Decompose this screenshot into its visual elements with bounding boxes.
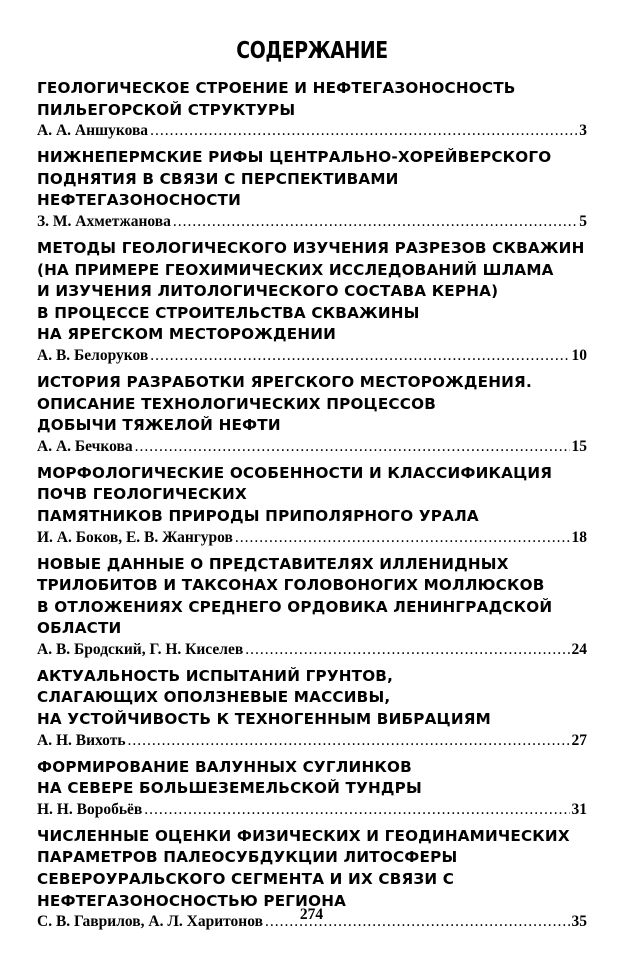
toc-entry-title-line: ФОРМИРОВАНИЕ ВАЛУННЫХ СУГЛИНКОВ <box>37 757 412 776</box>
toc-entry-title <box>37 757 587 800</box>
toc-entry-author-row <box>37 346 587 366</box>
toc-dot-leader <box>245 640 569 660</box>
toc-entry-authors: А. В. Белоруков <box>37 346 149 364</box>
toc-entry-authors: З. М. Ахметжанова <box>37 212 171 230</box>
toc-entry-author-row <box>37 731 587 751</box>
toc-entry-title-line: ПАРАМЕТРОВ ПАЛЕОСУБДУКЦИИ ЛИТОСФЕРЫ <box>37 848 458 867</box>
toc-entry-authors: А. Н. Вихоть <box>37 731 126 749</box>
toc-entry-authors: А. А. Аншукова <box>37 122 149 140</box>
toc-entry-title-line: ПОДНЯТИЯ В СВЯЗИ С ПЕРСПЕКТИВАМИ <box>37 169 399 188</box>
toc-entry <box>37 78 587 141</box>
toc-entry-title <box>37 238 587 346</box>
toc-entry-page: 27 <box>571 731 587 749</box>
toc-entry-authors: Н. Н. Воробьёв <box>37 800 143 818</box>
toc-entry-authors: А. А. Бечкова <box>37 437 133 455</box>
toc-entry <box>37 238 587 366</box>
toc-dot-leader <box>128 731 570 751</box>
toc-dot-leader <box>173 212 577 232</box>
toc-entry-author-row <box>37 437 587 457</box>
toc-entry-title <box>37 666 587 731</box>
toc-entry-page: 3 <box>579 122 587 140</box>
toc-dot-leader <box>150 346 569 366</box>
toc-entry-title-line: НА СЕВЕРЕ БОЛЬШЕЗЕМЕЛЬСКОЙ ТУНДРЫ <box>37 779 422 798</box>
toc-entry-title-line: НА ЯРЕГСКОМ МЕСТОРОЖДЕНИИ <box>37 325 337 344</box>
toc-list <box>37 78 587 932</box>
toc-entry-author-row <box>37 212 587 232</box>
toc-entry-title-line: ПАМЯТНИКОВ ПРИРОДЫ ПРИПОЛЯРНОГО УРАЛА <box>37 506 479 525</box>
toc-entry <box>37 372 587 457</box>
toc-page <box>37 36 587 938</box>
toc-entry-title-line: СЕВЕРОУРАЛЬСКОГО СЕГМЕНТА И ИХ СВЯЗИ С <box>37 870 455 889</box>
toc-entry-title-line: ОБЛАСТИ <box>37 619 122 638</box>
toc-entry-authors: А. В. Бродский, Г. Н. Киселев <box>37 640 244 658</box>
toc-entry-title-line: НЕФТЕГАЗОНОСНОСТИ <box>37 191 242 210</box>
toc-entry-title-line: СЛАГАЮЩИХ ОПОЛЗНЕВЫЕ МАССИВЫ, <box>37 688 391 707</box>
toc-entry-title-line: НОВЫЕ ДАННЫЕ О ПРЕДСТАВИТЕЛЯХ ИЛЛЕНИДНЫХ <box>37 554 509 573</box>
toc-entry <box>37 463 587 548</box>
toc-entry-page: 5 <box>579 212 587 230</box>
toc-entry-title-line: АКТУАЛЬНОСТЬ ИСПЫТАНИЙ ГРУНТОВ, <box>37 666 394 685</box>
toc-entry-page: 35 <box>571 913 587 931</box>
toc-entry-title <box>37 147 587 212</box>
toc-entry-title-line: ПОЧВ ГЕОЛОГИЧЕСКИХ <box>37 485 247 504</box>
toc-entry-title <box>37 463 587 528</box>
toc-entry <box>37 666 587 751</box>
toc-entry <box>37 147 587 232</box>
toc-entry-author-row <box>37 800 587 820</box>
toc-entry-title-line: НЕФТЕГАЗОНОСНОСТЬЮ РЕГИОНА <box>37 891 347 910</box>
toc-entry-title-line: (НА ПРИМЕРЕ ГЕОХИМИЧЕСКИХ ИССЛЕДОВАНИЙ ШЛАМА <box>37 260 554 279</box>
toc-entry-title-line: ГЕОЛОГИЧЕСКОЕ СТРОЕНИЕ И НЕФТЕГАЗОНОСНОСТЬ <box>37 79 516 97</box>
toc-entry-title-line: ПИЛЬЕГОРСКОЙ СТРУКТУРЫ <box>37 100 296 119</box>
toc-entry-page: 10 <box>571 346 587 364</box>
toc-entry-title <box>37 372 587 437</box>
toc-entry-title-line: ТРИЛОБИТОВ И ТАКСОНАХ ГОЛОВОНОГИХ МОЛЛЮСКОВ <box>37 576 545 595</box>
toc-dot-leader <box>144 800 569 820</box>
toc-entry-title-line: В ОТЛОЖЕНИЯХ СРЕДНЕГО ОРДОВИКА ЛЕНИНГРАДСКОЙ <box>37 597 553 616</box>
toc-entry-title <box>37 554 587 640</box>
toc-entry-page: 15 <box>571 437 587 455</box>
toc-entry-title-line: МОРФОЛОГИЧЕСКИЕ ОСОБЕННОСТИ И КЛАССИФИКАЦИЯ <box>37 463 553 482</box>
toc-entry-title-line: НА УСТОЙЧИВОСТЬ К ТЕХНОГЕННЫМ ВИБРАЦИЯМ <box>37 710 491 729</box>
toc-entry-page: 24 <box>571 640 587 658</box>
toc-entry-title-line: МЕТОДЫ ГЕОЛОГИЧЕСКОГО ИЗУЧЕНИЯ РАЗРЕЗОВ СКВАЖИН <box>37 238 585 257</box>
toc-entry-authors: С. В. Гаврилов, А. Л. Харитонов <box>37 913 263 931</box>
toc-entry-page: 31 <box>571 800 587 818</box>
page-number: 274 <box>299 906 324 923</box>
toc-entry-title-line: ДОБЫЧИ ТЯЖЕЛОЙ НЕФТИ <box>37 416 281 435</box>
toc-dot-leader <box>235 528 570 548</box>
toc-entry <box>37 757 587 820</box>
toc-entry-title-line: ОПИСАНИЕ ТЕХНОЛОГИЧЕСКИХ ПРОЦЕССОВ <box>37 394 437 413</box>
toc-dot-leader <box>150 121 577 141</box>
toc-entry-author-row <box>37 640 587 660</box>
toc-entry-authors: И. А. Боков, Е. В. Жангуров <box>37 528 233 546</box>
toc-heading: СОДЕРЖАНИЕ <box>236 38 388 64</box>
toc-entry-title-line: ИСТОРИЯ РАЗРАБОТКИ ЯРЕГСКОГО МЕСТОРОЖДЕНИЯ. <box>37 372 532 391</box>
toc-entry-author-row <box>37 528 587 548</box>
toc-entry-title-line: НИЖНЕПЕРМСКИЕ РИФЫ ЦЕНТРАЛЬНО-ХОРЕЙВЕРСКОГО <box>37 148 552 167</box>
toc-entry-title-line: В ПРОЦЕССЕ СТРОИТЕЛЬСТВА СКВАЖИНЫ <box>37 303 420 322</box>
toc-entry-page: 18 <box>571 528 587 546</box>
toc-entry-title <box>37 78 587 121</box>
toc-entry-title <box>37 826 587 912</box>
toc-dot-leader <box>135 437 570 457</box>
toc-entry <box>37 554 587 660</box>
toc-entry-author-row <box>37 121 587 141</box>
toc-entry-title-line: И ИЗУЧЕНИЯ ЛИТОЛОГИЧЕСКОГО СОСТАВА КЕРНА) <box>37 282 499 301</box>
toc-entry-title-line: ЧИСЛЕННЫЕ ОЦЕНКИ ФИЗИЧЕСКИХ И ГЕОДИНАМИЧЕСКИХ <box>37 826 570 845</box>
